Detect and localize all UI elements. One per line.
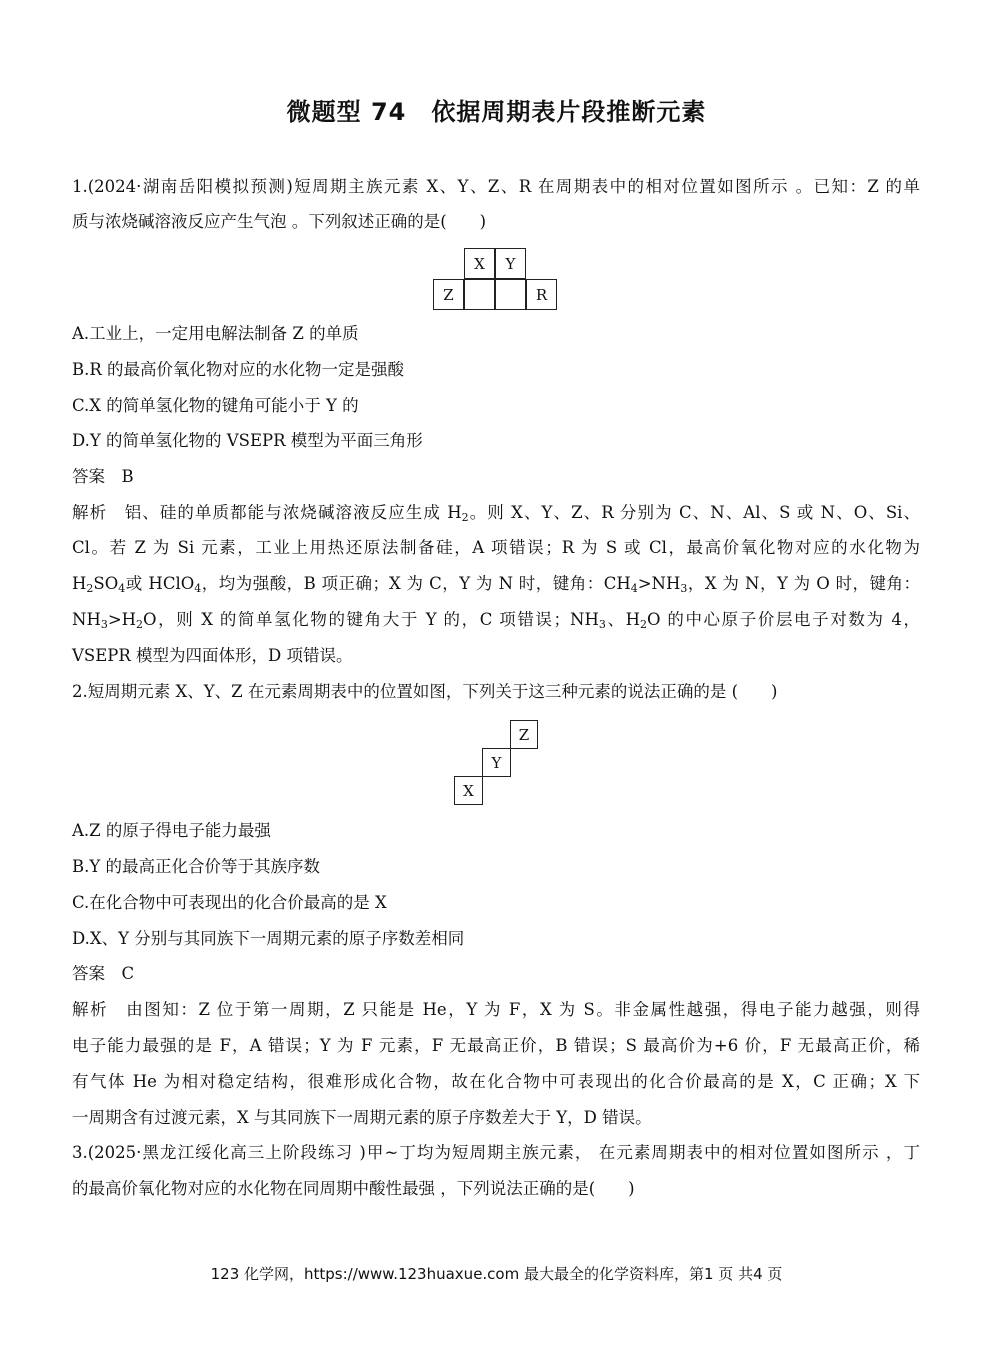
q1-analysis-line-2: Cl。若 Z 为 Si 元素，工业上用热还原法制备硅，A 项错误；R 为 S 或 Cl，最高价氧化物对应的水化物为 [72,538,920,557]
q1-periodic-table-fragment [433,248,559,310]
q1-option-b: B.R 的最高价氧化物对应的水化物一定是强酸 [72,360,405,379]
q2-cell-x: X [454,776,483,805]
q2-periodic-table-fragment [454,720,538,805]
q1-cell-empty-2 [495,279,526,310]
q3-stem-line-1: 3.(2025·黑龙江绥化高三上阶段练习 )甲~丁均为短周期主族元素， 在元素周期表中的相对位置如图所示 ，丁 [72,1143,920,1162]
page-title: 微题型 74 依据周期表片段推断元素 [286,98,707,126]
q2-option-d: D.X、Y 分别与其同族下一周期元素的原子序数差相同 [72,929,465,948]
q1-option-d: D.Y 的简单氢化物的 VSEPR 模型为平面三角形 [72,431,423,450]
q2-cell-z: Z [510,720,538,749]
q1-cell-z: Z [433,279,464,310]
q2-option-c: C.在化合物中可表现出的化合价最高的是 X [72,893,387,912]
q2-option-a: A.Z 的原子得电子能力最强 [72,821,271,840]
q1-cell-r: R [526,279,557,310]
q2-answer: 答案 C [72,964,135,983]
q2-option-b: B.Y 的最高正化合价等于其族序数 [72,857,321,876]
q1-cell-y: Y [495,248,526,279]
q1-stem-line-1: 1.(2024·湖南岳阳模拟预测)短周期主族元素 X、Y、Z、R 在周期表中的相对位置如图所示 。已知：Z 的单 [72,177,920,196]
q1-analysis-line-4: $NH_3>H_2O$，则 X 的简单氢化物的键角大于 Y 的，C 项错误；$NH_3$、$H_2O$ 的中心原子价层电子对数为 4， [72,610,921,631]
q1-answer: 答案 B [72,467,134,486]
q2-analysis-line-2: 电子能力最强的是 F，A 错误；Y 为 F 元素，F 无最高正价，B 错误；S 最高价为+6 价，F 无最高正价，稀 [72,1036,920,1055]
q3-stem-line-2: 的最高价氧化物对应的水化物在同周期中酸性最强 ，下列说法正确的是( ) [72,1179,635,1198]
q2-stem: 2.短周期元素 X、Y、Z 在元素周期表中的位置如图，下列关于这三种元素的说法正确的是 ( ) [72,682,778,701]
q2-analysis-line-4: 一周期含有过渡元素，X 与其同族下一周期元素的原子序数差大于 Y，D 错误。 [72,1108,652,1127]
q2-analysis-line-1: 解析 由图知：Z 位于第一周期，Z 只能是 He，Y 为 F，X 为 S。非金属性越强，得电子能力越强，则得 [72,1000,920,1019]
q1-analysis-line-1: 解析 铝、硅的单质都能与浓烧碱溶液反应生成 $H_2$。则 X、Y、Z、R 分别为 C、N、Al、S 或 N、O、Si、 [72,503,921,524]
q1-stem-line-2: 质与浓烧碱溶液反应产生气泡 。下列叙述正确的是( ) [72,212,487,231]
q2-analysis-line-3: 有气体 He 为相对稳定结构，很难形成化合物，故在化合物中可表现出的化合价最高的是 X，C 正确；X 下 [72,1072,920,1091]
q1-cell-empty-1 [464,279,495,310]
q1-analysis-line-3: $H_2SO_4$或 HClO$_4$，均为强酸，B 项正确；X 为 C，Y 为 N 时，键角：$CH_4>NH_3$，X 为 N，Y 为 O 时，键角： [72,574,921,595]
q1-analysis-line-5: VSEPR 模型为四面体形，D 项错误。 [72,646,353,665]
page-footer: 123 化学网，https://www.123huaxue.com 最大最全的化学资料库，第1 页 共4 页 [210,1265,783,1283]
q1-option-c: C.X 的简单氢化物的键角可能小于 Y 的 [72,396,359,415]
q1-cell-x: X [464,248,495,279]
q1-option-a: A.工业上，一定用电解法制备 Z 的单质 [72,324,359,343]
q2-cell-y: Y [482,748,511,777]
